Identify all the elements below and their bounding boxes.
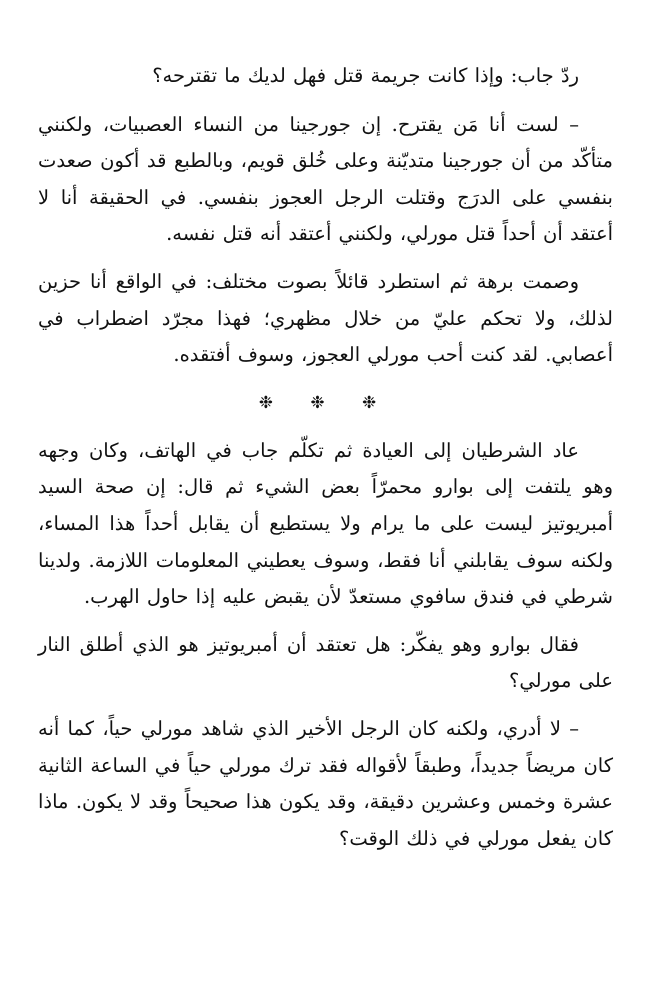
section-separator: ❉ ❉ ❉ <box>258 392 393 413</box>
paragraph-last-man: – لا أدري، ولكنه كان الرجل الأخير الذي شاهد مورلي حياً، كما أنه كان مريضاً جديداً، وطبقاً لأقواله فقد ترك مورلي حياً في الساعة الثانية عشرة وخمس وعشرين دقيقة، وقد يكون هذا صحيحاً وقد لا يكون. ماذا كان يفعل مورلي في ذلك الوقت؟ <box>38 716 613 850</box>
paragraph-silence: وصمت برهة ثم استطرد قائلاً بصوت مختلف: في الواقع أنا حزين لذلك، ولا تحكم عليّ من خلال مظهري؛ فهذا مجرّد اضطراب في أعصابي. لقد كنت أحب مورلي العجوز، وسوف أفتقده. <box>38 269 613 367</box>
book-page <box>38 58 613 980</box>
paragraph-poirot-question: فقال بوارو وهو يفكّر: هل تعتقد أن أمبريوتيز هو الذي أطلق النار على مورلي؟ <box>38 632 613 693</box>
paragraph-georgina: – لست أنا مَن يقترح. إن جورجينا من النساء العصبيات، ولكنني متأكّد من أن جورجينا متديّنة وعلى خُلق قويم، وبالطبع قد أكون صعدت بنفسي على الدرَج وقتلت الرجل العجوز بنفسي. في الحقيقة أنا لا أعتقد أن أحداً قتل مورلي، ولكنني أعتقد أنه قتل نفسه. <box>38 112 613 246</box>
paragraph-japp-reply: ردّ جاب: وإذا كانت جريمة قتل فهل لديك ما تقترحه؟ <box>152 64 579 87</box>
paragraph-police-return: عاد الشرطيان إلى العيادة ثم تكلّم جاب في الهاتف، وكان وجهه وهو يلتفت إلى بوارو محمرّاً بعض الشيء ثم قال: إن صحة السيد أمبريوتيز ليست على ما يرام ولا يستطيع أن يقابل أحداً هذا المساء، ولكنه سوف يقابلني أنا فقط، وسوف يعطيني المعلومات اللازمة. ولدينا شرطي في فندق سافوي مستعدّ لأن يقبض عليه إذا حاول الهرب. <box>38 438 613 609</box>
